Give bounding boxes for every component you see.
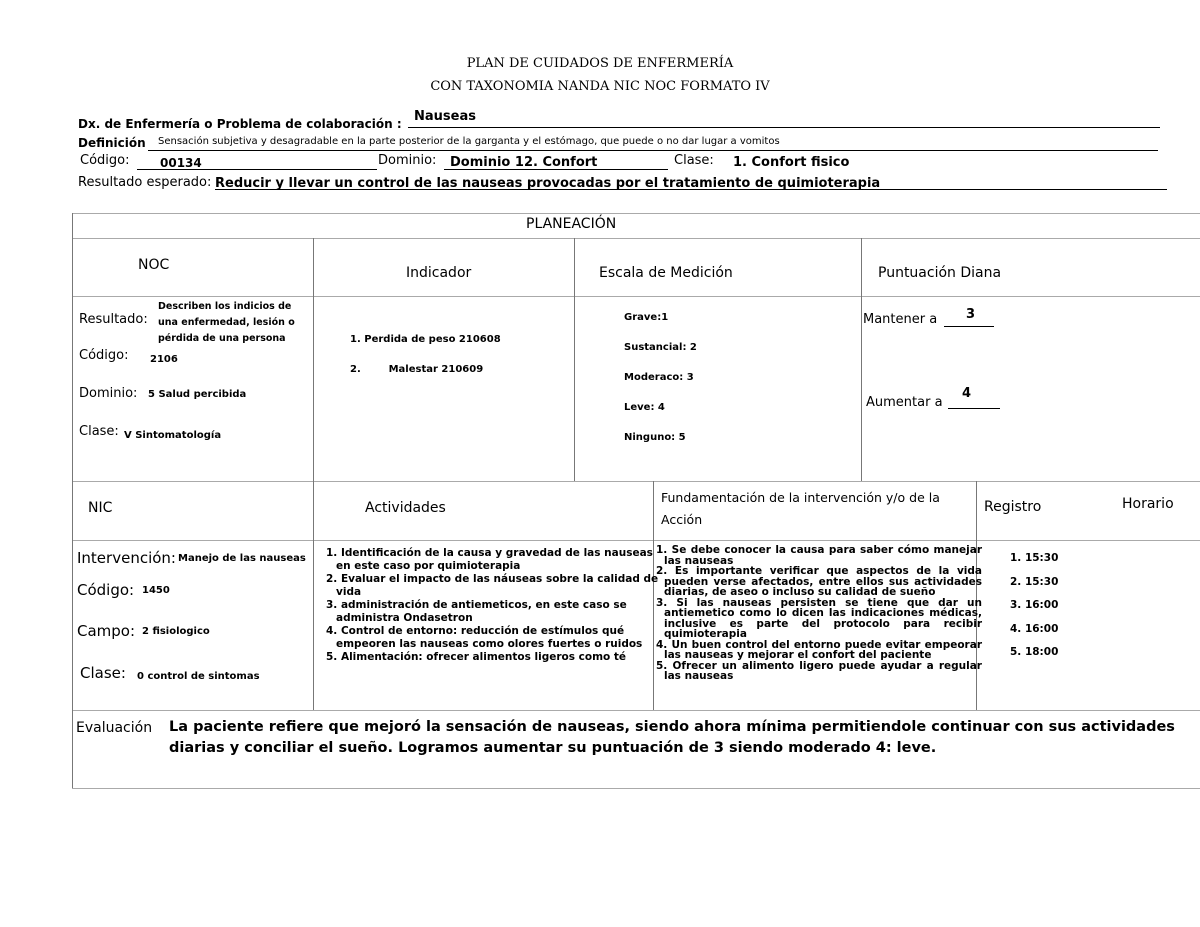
registro-item: 3. 16:00 bbox=[1010, 599, 1059, 611]
noc-codigo-value: 2106 bbox=[150, 354, 178, 365]
noc-dominio-label: Dominio: bbox=[79, 386, 138, 401]
clase-value: 1. Confort fisico bbox=[733, 155, 850, 170]
aumentar-underline bbox=[948, 408, 1000, 409]
codigo-label: Código: bbox=[80, 153, 130, 168]
nic-codigo-label: Código: bbox=[77, 581, 135, 599]
noc-dominio-value: 5 Salud percibida bbox=[148, 389, 247, 400]
fundamentacion-item: 5. Ofrecer un alimento ligero puede ayudar a regular las nauseas bbox=[656, 659, 982, 682]
puntuacion-header: Puntuación Diana bbox=[878, 265, 1002, 281]
dx-label: Dx. de Enfermería o Problema de colaboración : bbox=[78, 117, 402, 131]
dx-value: Nauseas bbox=[414, 109, 476, 124]
grid-line bbox=[72, 540, 1200, 541]
fundamentacion-header-2: Acción bbox=[661, 512, 703, 527]
mantener-label: Mantener a bbox=[863, 312, 938, 327]
resultado-esperado-label: Resultado esperado: bbox=[78, 175, 212, 190]
noc-clase-value: V Sintomatología bbox=[124, 430, 222, 441]
fundamentacion-header-1: Fundamentación de la intervención y/o de la bbox=[661, 490, 940, 505]
grid-line bbox=[72, 710, 1200, 711]
aumentar-label: Aumentar a bbox=[866, 395, 943, 410]
noc-resultado-line-1: Describen los indicios de bbox=[158, 301, 292, 312]
fundamentacion-list bbox=[656, 545, 982, 682]
actividad-item: 5. Alimentación: ofrecer alimentos ligeros como té bbox=[326, 651, 627, 663]
actividades-list bbox=[326, 547, 666, 664]
actividades-header: Actividades bbox=[365, 500, 446, 516]
registro-item: 5. 18:00 bbox=[1010, 646, 1059, 658]
nic-clase-label: Clase: bbox=[80, 664, 126, 682]
resultado-esperado-value: Reducir y llevar un control de las nauseas provocadas por el tratamiento de quimioterapia bbox=[215, 176, 881, 191]
noc-header: NOC bbox=[138, 257, 170, 273]
indicador-item-1: 1. Perdida de peso 210608 bbox=[350, 334, 501, 345]
fundamentacion-item: 1. Se debe conocer la causa para saber cómo manejar las nauseas bbox=[656, 544, 982, 567]
noc-codigo-label: Código: bbox=[79, 348, 129, 363]
dx-underline bbox=[408, 127, 1160, 128]
grid-line bbox=[72, 481, 1200, 482]
definicion-label: Definición bbox=[78, 136, 146, 150]
registro-item: 4. 16:00 bbox=[1010, 622, 1059, 635]
planeacion-title: PLANEACIÓN bbox=[526, 216, 617, 232]
document-subtitle: CON TAXONOMIA NANDA NIC NOC FORMATO IV bbox=[430, 79, 770, 94]
registro-item: 1. 15:30 bbox=[1010, 552, 1059, 564]
definicion-value: Sensación subjetiva y desagradable en la parte posterior de la garganta y el estómago, que puede o no dar lugar a vomitos bbox=[158, 136, 780, 147]
campo-value: 2 fisiologico bbox=[142, 626, 210, 637]
actividad-item: 1. Identificación de la causa y gravedad de las nauseas en este caso por quimioterapia bbox=[326, 547, 653, 572]
aumentar-value: 4 bbox=[962, 386, 972, 401]
actividad-item: 2. Evaluar el impacto de las náuseas sobre la calidad de vida bbox=[326, 573, 659, 598]
escala-leve: Leve: 4 bbox=[624, 402, 665, 413]
nic-codigo-value: 1450 bbox=[142, 585, 170, 596]
grid-line bbox=[72, 238, 1200, 239]
indicador-item-2: 2. Malestar 210609 bbox=[350, 364, 484, 375]
indicador-header: Indicador bbox=[406, 265, 472, 281]
grid-line bbox=[72, 213, 1200, 214]
grid-line bbox=[313, 238, 314, 710]
grid-line bbox=[72, 296, 1200, 297]
definicion-underline bbox=[148, 150, 1158, 151]
clase-label: Clase: bbox=[674, 153, 714, 168]
noc-resultado-label: Resultado: bbox=[79, 312, 148, 327]
actividad-item: 3. administración de antiemeticos, en este caso se administra Ondasetron bbox=[326, 599, 627, 624]
resultado-underline bbox=[215, 189, 1167, 190]
grid-line bbox=[72, 788, 1200, 789]
escala-sustancial: Sustancial: 2 bbox=[624, 342, 697, 353]
document-title: PLAN DE CUIDADOS DE ENFERMERÍA bbox=[466, 56, 734, 71]
escala-header: Escala de Medición bbox=[599, 265, 733, 281]
dominio-label: Dominio: bbox=[378, 153, 437, 168]
nic-clase-value: 0 control de sintomas bbox=[137, 671, 260, 682]
registro-list bbox=[1010, 547, 1058, 665]
horario-header: Horario bbox=[1122, 496, 1174, 512]
registro-header: Registro bbox=[984, 499, 1042, 515]
fundamentacion-item: 2. Es importante verificar que aspectos de la vida pueden verse afectados, entre ellos sus actividades diarias, de aseo o incluso su calidad de sueño bbox=[656, 565, 982, 598]
escala-grave: Grave:1 bbox=[624, 312, 669, 323]
grid-line bbox=[72, 213, 73, 788]
dominio-value: Dominio 12. Confort bbox=[450, 155, 598, 170]
actividad-item: 4. Control de entorno: reducción de estímulos qué empeoren las nauseas como olores fuertes o ruidos bbox=[326, 625, 643, 650]
noc-resultado-line-2: una enfermedad, lesión o bbox=[158, 317, 295, 328]
escala-moderado: Moderaco: 3 bbox=[624, 372, 694, 383]
grid-line bbox=[574, 238, 575, 481]
fundamentacion-item: 3. Si las nauseas persisten se tiene que dar un antiemetico como lo dicen las indicaciones médicas, inclusive es parte del protocolo para recibir quimioterapia bbox=[656, 596, 982, 640]
dominio-underline bbox=[444, 169, 668, 170]
codigo-underline bbox=[137, 169, 377, 170]
fundamentacion-item: 4. Un buen control del entorno puede evitar empeorar las nauseas y mejorar el confort del paciente bbox=[656, 638, 982, 661]
campo-label: Campo: bbox=[77, 622, 136, 640]
escala-ninguno: Ninguno: 5 bbox=[624, 432, 686, 443]
intervencion-value: Manejo de las nauseas bbox=[178, 553, 306, 564]
nic-header: NIC bbox=[88, 500, 113, 516]
grid-line bbox=[861, 238, 862, 481]
evaluacion-label: Evaluación bbox=[76, 720, 153, 736]
codigo-value: 00134 bbox=[160, 156, 202, 170]
noc-resultado-line-3: pérdida de una persona bbox=[158, 333, 286, 344]
intervencion-label: Intervención: bbox=[77, 549, 176, 567]
mantener-value: 3 bbox=[966, 307, 976, 322]
noc-clase-label: Clase: bbox=[79, 424, 119, 439]
registro-item: 2. 15:30 bbox=[1010, 575, 1059, 588]
mantener-underline bbox=[944, 326, 994, 327]
evaluacion-text: La paciente refiere que mejoró la sensación de nauseas, siendo ahora mínima permitiendole continuar con sus actividades diarias y conciliar el sueño. Logramos aumentar su puntuación de 3 siendo moderado 4: leve. bbox=[169, 719, 1175, 756]
